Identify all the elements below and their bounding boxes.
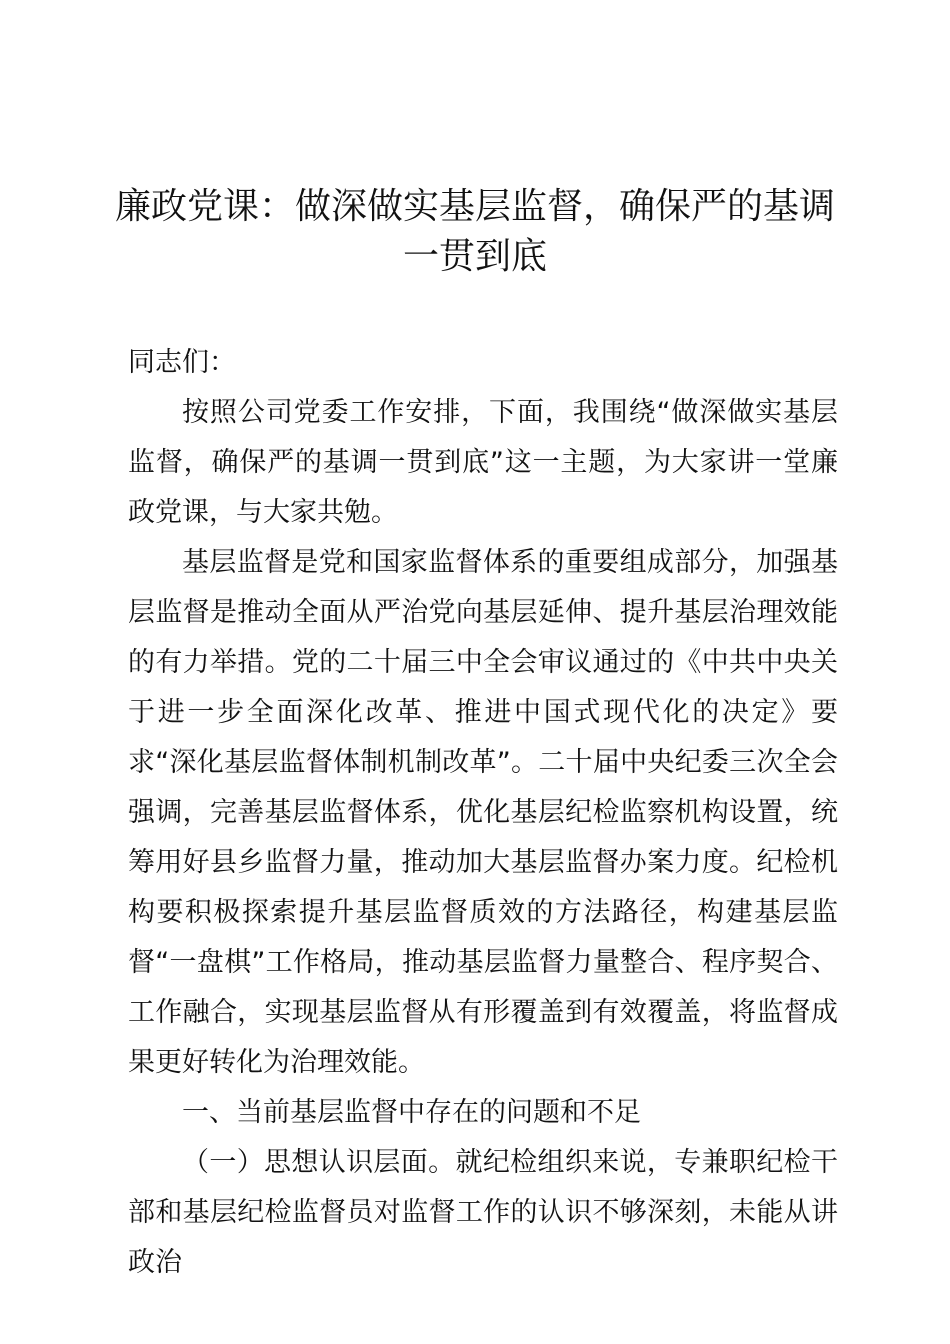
section-paragraph: （一）思想认识层面。就纪检组织来说，专兼职纪检干部和基层纪检监督员对监督工作的认识不够深刻，未能从讲政治 — [128, 1147, 838, 1278]
title-line-1: 廉政党课：做深做实基层监督，确保严的基调 — [114, 186, 835, 227]
salutation: 同志们： — [128, 347, 236, 378]
document-body — [128, 338, 838, 1288]
intro-paragraph: 按照公司党委工作安排，下面，我围绕“做深做实基层监督，确保严的基调一贯到底”这一主题，为大家讲一堂廉政党课，与大家共勉。 — [128, 397, 838, 528]
background-paragraph: 基层监督是党和国家监督体系的重要组成部分，加强基层监督是推动全面从严治党向基层延伸、提升基层治理效能的有力举措。党的二十届三中全会审议通过的《中共中央关于进一步全面深化改革、推进中国式现代化的决定》要求“深化基层监督体制机制改革”。二十届中央纪委三次全会强调，完善基层监督体系，优化基层纪检监察机构设置，统筹用好县乡监督力量，推动加大基层监督办案力度。纪检机构要积极探索提升基层监督质效的方法路径，构建基层监督“一盘棋”工作格局，推动基层监督力量整合、程序契合、工作融合，实现基层监督从有形覆盖到有效覆盖，将监督成果更好转化为治理效能。 — [128, 547, 838, 1078]
section-heading: 一、当前基层监督中存在的问题和不足 — [182, 1097, 641, 1128]
title-line-2: 一贯到底 — [402, 236, 547, 277]
document-title — [80, 182, 870, 282]
